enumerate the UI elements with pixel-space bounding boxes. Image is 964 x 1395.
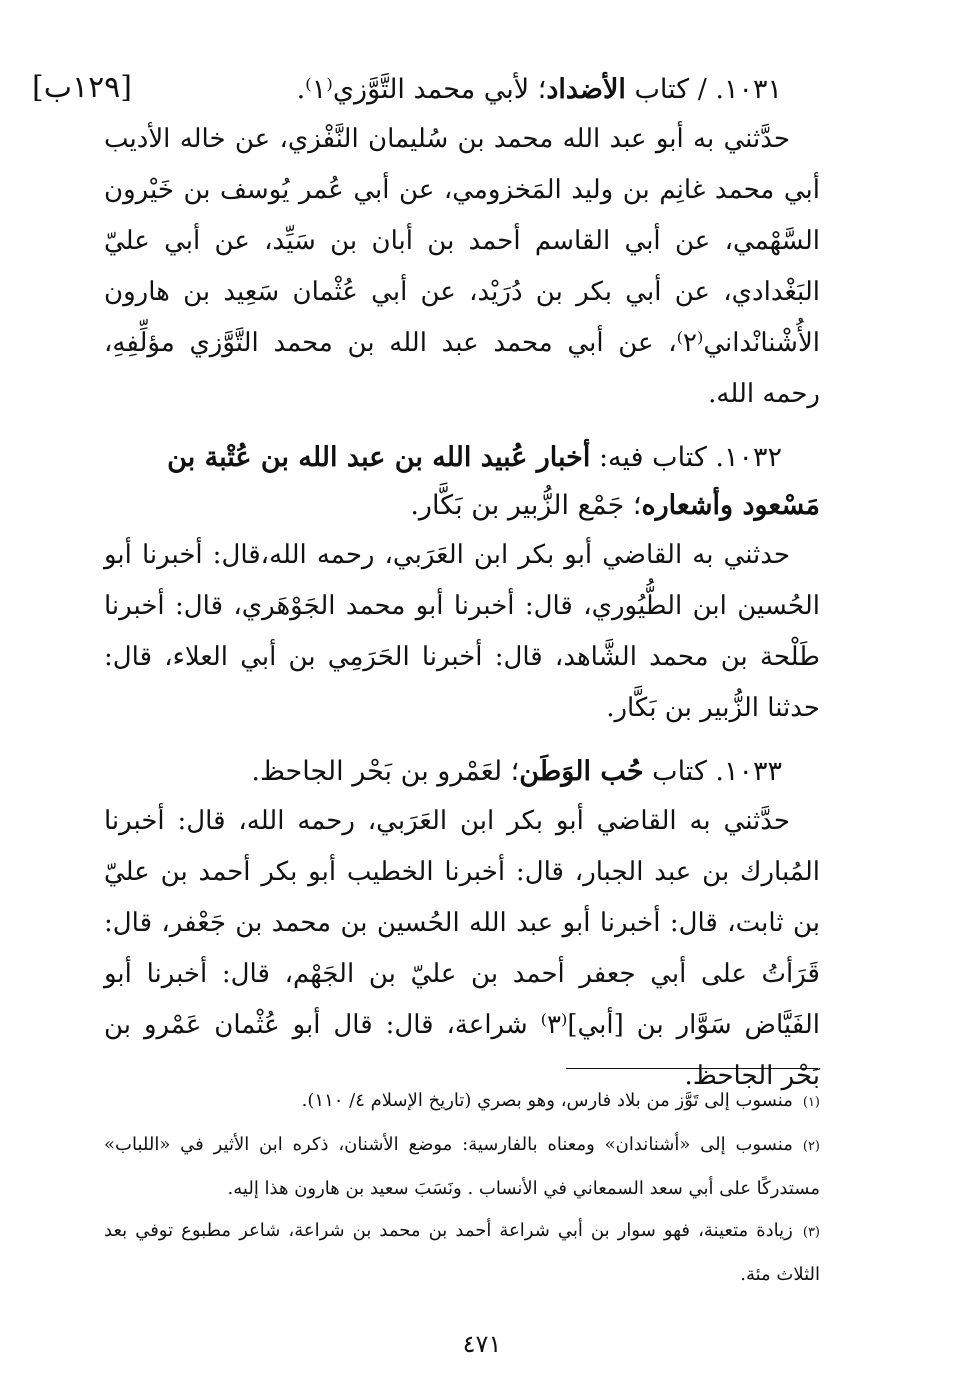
entry-number: ١٠٣٣. [715,756,782,787]
footnote-3 [104,1210,820,1296]
footnote-2 [104,1124,820,1210]
footnote-divider [566,1068,818,1069]
footnote-number: (١) [802,1095,820,1110]
heading-prefix: / كتاب [625,74,716,105]
entry-body: حدَّثني به أبو عبد الله محمد بن سُليمان النَّفْزي، عن خاله الأديب أبي محمد غانِم بن وليد المَخزومي، عن أبي عُمر يُوسف بن خَيْرون السَّهْمي، عن أبي القاسم أحمد بن أبان بن سَيِّد، عن أبي عليّ البَغْدادي، عن أبي بكر بن دُرَيْد، عن أبي عُثْمان سَعِيد بن هارون الأُشْنانْداني⁽٢⁾، عن أبي محمد عبد الله بن محمد التَّوَّزي مؤلِّفِهِ، رحمه الله. [104,124,820,409]
entry-heading [104,748,820,796]
entry-1031 [104,66,820,420]
heading-prefix: كتاب فيه: [590,442,716,473]
footnote-number: (٣) [802,1225,820,1240]
heading-suffix: ؛ لعَمْرو بن بَحْر الجاحظ. [251,756,520,787]
footnote-number: (٢) [802,1139,820,1154]
heading-suffix: ؛ لأبي محمد التَّوَّزي⁽١⁾. [296,74,547,105]
manuscript-folio-reference: [١٢٩ب] [32,70,133,105]
book-title: الأضداد [546,74,626,105]
footnote-text: منسوب إلى تَوَّز من بلاد فارس، وهو بصري (تاريخ الإسلام ٤/ ١١٠). [301,1090,793,1111]
heading-prefix: كتاب [643,756,716,787]
footnote-1 [104,1080,820,1124]
main-text [104,66,820,1116]
page-number: ٤٧١ [462,1330,502,1358]
entry-heading [104,66,820,114]
footnote-text: منسوب إلى «أشناندان» ومعناه بالفارسية: موضع الأشنان، ذكره ابن الأثير في «اللباب» مستدركًا على أبي سعد السمعاني في الأنساب . ونَسَبَ سعيد بن هارون هذا إليه. [104,1134,820,1199]
entry-1032 [104,434,820,734]
entry-number: ١٠٣١. [715,74,782,105]
footnotes [104,1080,820,1296]
entry-heading [104,434,820,530]
entry-1033 [104,748,820,1102]
book-title: أخبار عُبيد الله بن عبد الله بن عُتْبة بن مَسْعود وأشعاره [167,442,820,521]
book-title: حُب الوَطَن [519,756,644,787]
entry-body: حدَّثني به القاضي أبو بكر ابن العَرَبي، رحمه الله، قال: أخبرنا المُبارك بن عبد الجبار، قال: أخبرنا الخطيب أبو بكر أحمد بن عليّ بن ثابت، قال: أخبرنا أبو عبد الله الحُسين بن محمد بن جَعْفر، قال: قَرَأتُ على أبي جعفر أحمد بن عليّ بن الجَهْم، قال: أخبرنا أبو الفَيَّاض سَوَّار بن [أبي]⁽٣⁾ شراعة، قال: قال أبو عُثْمان عَمْرو بن بَحْر الجاحظ. [104,806,821,1091]
heading-suffix: ؛ جَمْع الزُّبير بن بَكَّار. [410,490,642,521]
entry-body: حدثني به القاضي أبو بكر ابن العَرَبي، رحمه الله،قال: أخبرنا أبو الحُسين ابن الطُّيُوري، قال: أخبرنا أبو محمد الجَوْهَري، قال: أخبرنا طَلْحة بن محمد الشَّاهد، قال: أخبرنا الحَرَمِي بن أبي العلاء، قال: حدثنا الزُّبير بن بَكَّار. [104,540,820,723]
footnote-text: زيادة متعينة، فهو سوار بن أبي شراعة أحمد بن محمد بن شراعة، شاعر مطبوع توفي بعد الثلاث مئة. [104,1220,820,1285]
entry-number: ١٠٣٢. [715,442,782,473]
